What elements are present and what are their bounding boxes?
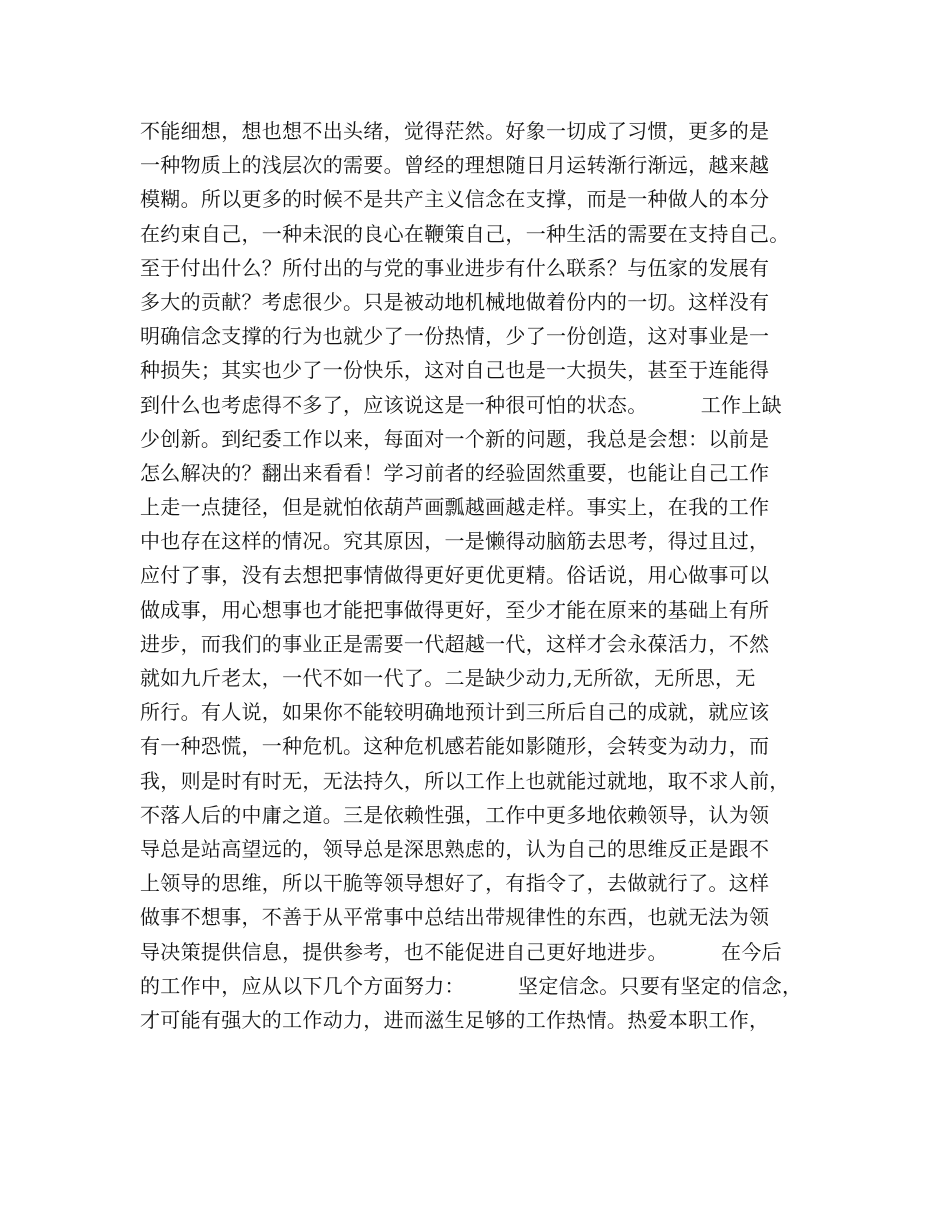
text-line: 的工作中，应从以下几个方面努力： 坚定信念。只要有坚定的信念，: [140, 973, 803, 998]
text-line: 一种物质上的浅层次的需要。曾经的理想随日月运转渐行渐远，越来越: [140, 153, 770, 178]
text-line: 怎么解决的？翻出来看看！学习前者的经验固然重要，也能让自己工作: [140, 460, 770, 485]
text-line: 应付了事，没有去想把事情做得更好更优更精。俗话说，用心做事可以: [140, 563, 770, 588]
text-line: 明确信念支撑的行为也就少了一份热情，少了一份创造，这对事业是一: [140, 324, 770, 349]
text-line: 有一种恐慌，一种危机。这种危机感若能如影随形，会转变为动力，而: [140, 734, 770, 759]
text-line: 所行。有人说，如果你不能较明确地预计到三所后自己的成就，就应该: [140, 700, 770, 725]
body-text: [140, 114, 830, 1037]
text-line: 上走一点捷径，但是就怕依葫芦画瓢越画越走样。事实上，在我的工作: [140, 495, 770, 520]
text-line: 才可能有强大的工作动力，进而滋生足够的工作热情。热爱本职工作，: [140, 1007, 770, 1032]
text-line: 做事不想事，不善于从平常事中总结出带规律性的东西，也就无法为领: [140, 905, 770, 930]
text-line: 就如九斤老太，一代不如一代了。二是缺少动力,无所欲，无所思，无: [140, 666, 756, 690]
text-line: 进步，而我们的事业正是需要一代超越一代，这样才会永葆活力，不然: [140, 631, 770, 656]
text-line: 不落人后的中庸之道。三是依赖性强，工作中更多地依赖领导，认为领: [140, 802, 770, 827]
text-line: 中也存在这样的情况。究其原因，一是懒得动脑筋去思考，得过且过，: [140, 529, 770, 554]
text-line: 上领导的思维，所以干脆等领导想好了，有指令了，去做就行了。这样: [140, 871, 770, 896]
text-line: 模糊。所以更多的时候不是共产主义信念在支撑，而是一种做人的本分: [140, 187, 770, 212]
text-line: 我，则是时有时无，无法持久，所以工作上也就能过就地，取不求人前，: [140, 768, 790, 793]
text-line: 至于付出什么？所付出的与党的事业进步有什么联系？与伍家的发展有: [140, 255, 770, 280]
text-line: 少创新。到纪委工作以来，每面对一个新的问题，我总是会想：以前是: [140, 426, 770, 451]
text-line: 在约束自己，一种未泯的良心在鞭策自己，一种生活的需要在支持自己。: [140, 221, 790, 246]
text-line: 导决策提供信息，提供参考，也不能促进自己更好地进步。 在今后: [140, 939, 782, 964]
text-line: 种损失；其实也少了一份快乐，这对自己也是一大损失，甚至于连能得: [140, 358, 770, 383]
text-line: 导总是站高望远的，领导总是深思熟虑的，认为自己的思维反正是跟不: [140, 836, 770, 861]
text-line: 到什么也考虑得不多了，应该说这是一种很可怕的状态。 工作上缺: [140, 392, 782, 417]
text-line: 做成事，用心想事也才能把事做得更好，至少才能在原来的基础上有所: [140, 597, 770, 622]
text-line: 不能细想，想也想不出头绪，觉得茫然。好象一切成了习惯，更多的是: [140, 119, 770, 143]
text-line: 多大的贡献？考虑很少。只是被动地机械地做着份内的一切。这样没有: [140, 289, 770, 314]
